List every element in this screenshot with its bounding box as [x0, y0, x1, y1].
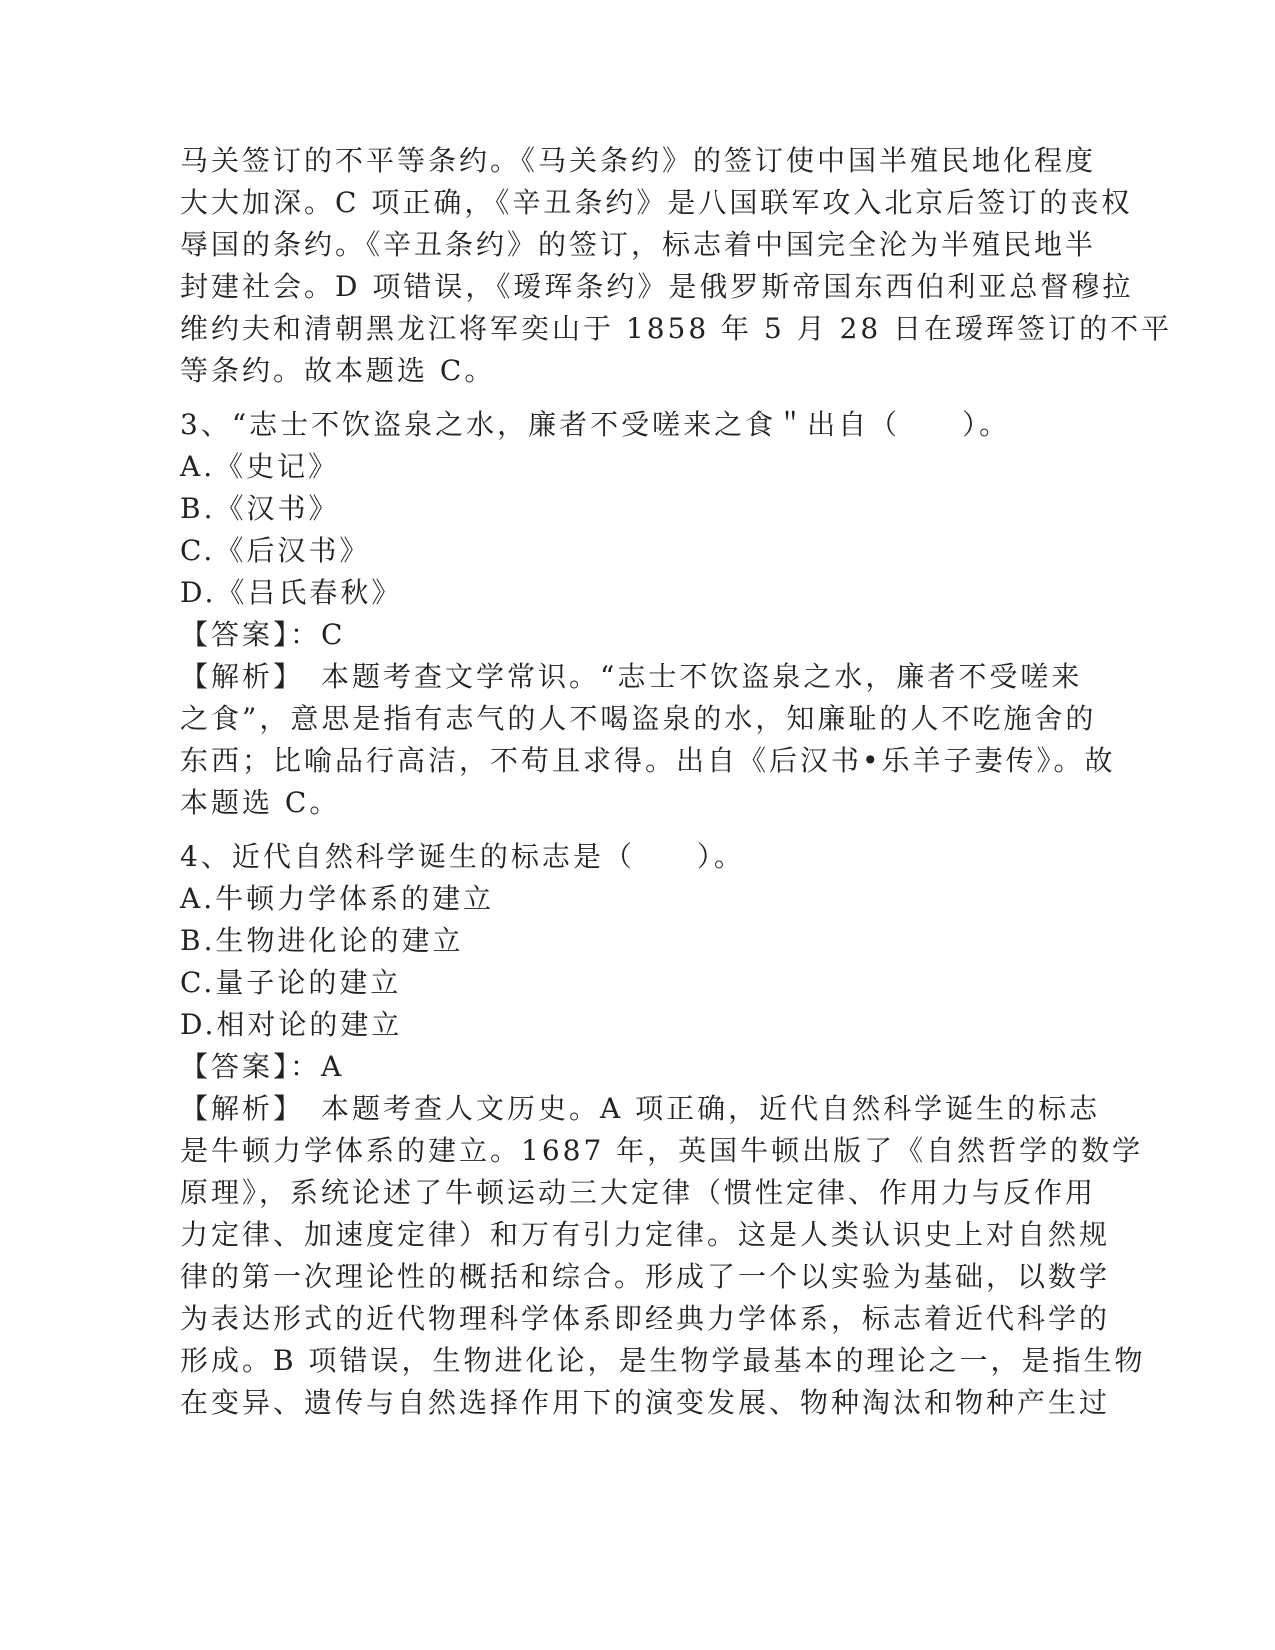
analysis-line: 东西；比喻品行高洁，不苟且求得。出自《后汉书•乐羊子妻传》。故	[180, 744, 1116, 777]
option-b: B.生物进化论的建立	[180, 924, 464, 957]
answer-line: 【答案】：C	[180, 618, 346, 651]
analysis-line: 形成。B 项错误，生物进化论，是生物学最基本的理论之一，是指生物	[180, 1344, 1146, 1377]
question-4	[180, 836, 1146, 1424]
text-line: 大大加深。C 项正确，《辛丑条约》是八国联军攻入北京后签订的丧权	[180, 186, 1133, 219]
option-b: B.《汉书》	[180, 492, 340, 525]
option-c: C.量子论的建立	[180, 966, 402, 999]
document-page	[180, 140, 1173, 1424]
text-line: 封建社会。D 项错误，《瑷珲条约》是俄罗斯帝国东西伯利亚总督穆拉	[180, 270, 1134, 303]
option-d: D.《吕氏春秋》	[180, 576, 403, 609]
text-line: 维约夫和清朝黑龙江将军奕山于 1858 年 5 月 28 日在瑷珲签订的不平	[180, 312, 1173, 345]
question-stem: 3、“志士不饮盗泉之水，廉者不受嗟来之食＂出自（ ）。	[180, 408, 1011, 441]
analysis-line: 律的第一次理论性的概括和综合。形成了一个以实验为基础，以数学	[180, 1260, 1111, 1293]
analysis-line: 【解析】 本题考查文学常识。“志士不饮盗泉之水，廉者不受嗟来	[180, 660, 1083, 693]
analysis-line: 力定律、加速度定律）和万有引力定律。这是人类认识史上对自然规	[180, 1218, 1111, 1251]
spacer	[180, 392, 1060, 404]
analysis-line: 在变异、遗传与自然选择作用下的演变发展、物种淘汰和物种产生过	[180, 1386, 1111, 1419]
analysis-line: 为表达形式的近代物理科学体系即经典力学体系，标志着近代科学的	[180, 1302, 1111, 1335]
q2-analysis-continuation	[180, 140, 1173, 392]
text-line: 马关签订的不平等条约。《马关条约》的签订使中国半殖民地化程度	[180, 144, 1097, 177]
option-a: A.牛顿力学体系的建立	[180, 882, 495, 915]
option-d: D.相对论的建立	[180, 1008, 403, 1041]
analysis-line: 本题选 C。	[180, 786, 341, 819]
question-3	[180, 404, 1116, 824]
text-line: 辱国的条约。《辛丑条约》的签订，标志着中国完全沦为半殖民地半	[180, 228, 1097, 261]
analysis-line: 之食”，意思是指有志气的人不喝盗泉的水，知廉耻的人不吃施舍的	[180, 702, 1097, 735]
analysis-line: 原理》，系统论述了牛顿运动三大定律（惯性定律、作用力与反作用	[180, 1176, 1097, 1209]
answer-line: 【答案】：A	[180, 1050, 345, 1083]
option-c: C.《后汉书》	[180, 534, 371, 567]
question-stem: 4、近代自然科学诞生的标志是（ ）。	[180, 840, 745, 873]
analysis-line: 【解析】 本题考查人文历史。A 项正确，近代自然科学诞生的标志	[180, 1092, 1101, 1125]
spacer	[180, 824, 1060, 836]
text-line: 等条约。故本题选 C。	[180, 354, 496, 387]
option-a: A.《史记》	[180, 450, 340, 483]
analysis-line: 是牛顿力学体系的建立。1687 年，英国牛顿出版了《自然哲学的数学	[180, 1134, 1144, 1167]
